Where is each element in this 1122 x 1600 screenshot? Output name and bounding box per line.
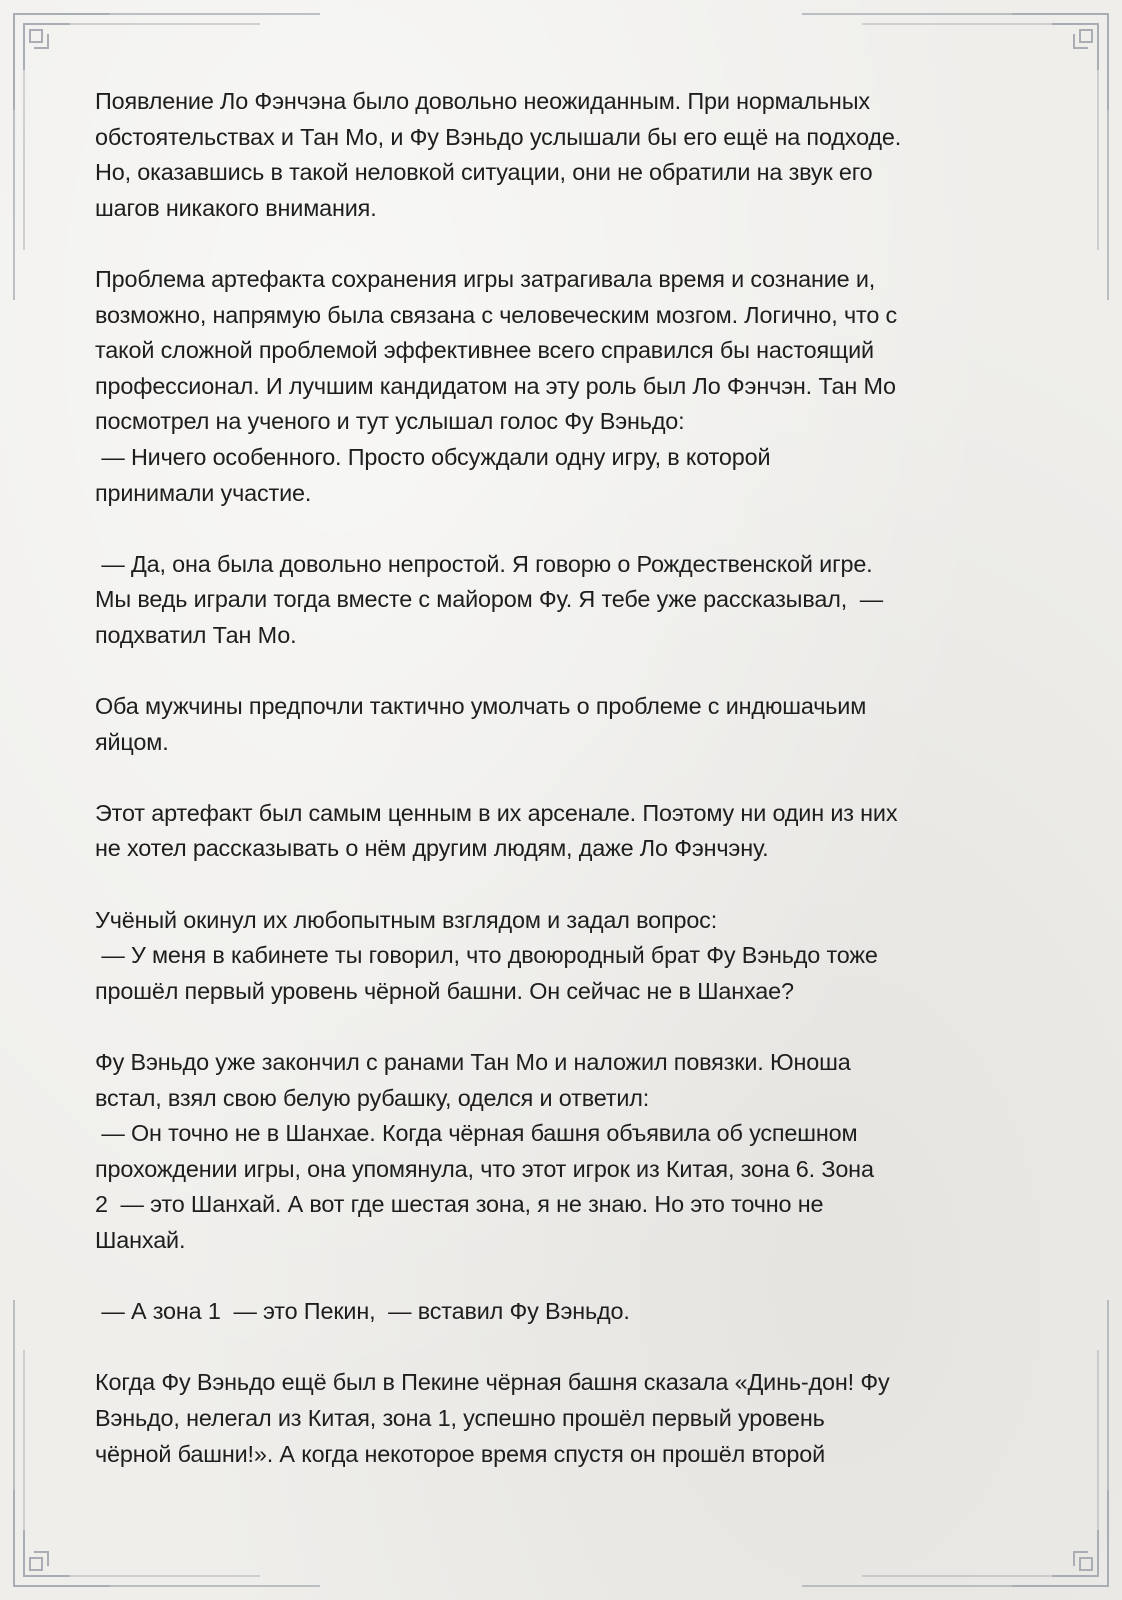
- chapter-text: [95, 84, 1035, 1508]
- paragraph: [95, 1365, 1035, 1472]
- text-line: — А зона 1 — это Пекин, — вставил Фу Вэньдо.: [95, 1298, 630, 1325]
- text-line: посмотрел на ученого и тут услышал голос Фу Вэньдо:: [95, 408, 685, 435]
- text-line: прошёл первый уровень чёрной башни. Он сейчас не в Шанхае?: [95, 977, 794, 1004]
- paragraph: [95, 796, 1035, 867]
- text-line: Фу Вэньдо уже закончил с ранами Тан Мо и наложил повязки. Юноша: [95, 1049, 851, 1076]
- text-line: такой сложной проблемой эффективнее всего справился бы настоящий: [95, 337, 874, 364]
- text-line: подхватил Тан Мо.: [95, 621, 297, 648]
- text-line: прохождении игры, она упомянула, что этот игрок из Китая, зона 6. Зона: [95, 1155, 874, 1182]
- text-line: Но, оказавшись в такой неловкой ситуации, они не обратили на звук его: [95, 159, 873, 186]
- text-line: 2 — это Шанхай. А вот где шестая зона, я не знаю. Но это точно не: [95, 1191, 824, 1218]
- paragraph: [95, 84, 1035, 226]
- text-line: Когда Фу Вэньдо ещё был в Пекине чёрная башня сказала «Динь-дон! Фу: [95, 1369, 890, 1396]
- text-line: возможно, напрямую была связана с человеческим мозгом. Логично, что с: [95, 301, 898, 328]
- text-line: встал, взял свою белую рубашку, оделся и ответил:: [95, 1084, 650, 1111]
- text-line: Учёный окинул их любопытным взглядом и задал вопрос:: [95, 906, 718, 933]
- text-line: Проблема артефакта сохранения игры затрагивала время и сознание и,: [95, 265, 876, 292]
- text-line: обстоятельствах и Тан Мо, и Фу Вэньдо услышали бы его ещё на подходе.: [95, 123, 902, 150]
- text-line: чёрной башни!». А когда некоторое время спустя он прошёл второй: [95, 1440, 826, 1467]
- text-line: — У меня в кабинете ты говорил, что двоюродный брат Фу Вэньдо тоже: [95, 942, 878, 969]
- text-line: Вэньдо, нелегал из Китая, зона 1, успешно прошёл первый уровень: [95, 1404, 825, 1431]
- text-line: Шанхай.: [95, 1227, 186, 1253]
- text-line: Мы ведь играли тогда вместе с майором Фу. Я тебе уже рассказывал, —: [95, 586, 883, 613]
- text-line: Появление Ло Фэнчэна было довольно неожиданным. При нормальных: [95, 88, 870, 114]
- text-line: — Он точно не в Шанхае. Когда чёрная башня объявила об успешном: [95, 1120, 858, 1147]
- text-line: — Ничего особенного. Просто обсуждали одну игру, в которой: [95, 443, 771, 470]
- text-line: не хотел рассказывать о нём другим людям, даже Ло Фэнчэну.: [95, 835, 769, 862]
- paragraph: [95, 689, 1035, 760]
- text-line: шагов никакого внимания.: [95, 194, 377, 221]
- text-line: яйцом.: [95, 728, 169, 755]
- paragraph: [95, 903, 1035, 1010]
- paragraph: [95, 1045, 1035, 1259]
- paragraph: [95, 262, 1035, 511]
- paragraph: [95, 1294, 1035, 1330]
- text-line: Оба мужчины предпочли тактично умолчать о проблеме с индюшачьим: [95, 693, 867, 720]
- text-line: профессионал. И лучшим кандидатом на эту роль был Ло Фэнчэн. Тан Мо: [95, 372, 896, 399]
- paragraph: [95, 547, 1035, 654]
- text-line: принимали участие.: [95, 479, 312, 506]
- text-line: Этот артефакт был самым ценным в их арсенале. Поэтому ни один из них: [95, 799, 898, 826]
- text-line: — Да, она была довольно непростой. Я говорю о Рождественской игре.: [95, 550, 873, 577]
